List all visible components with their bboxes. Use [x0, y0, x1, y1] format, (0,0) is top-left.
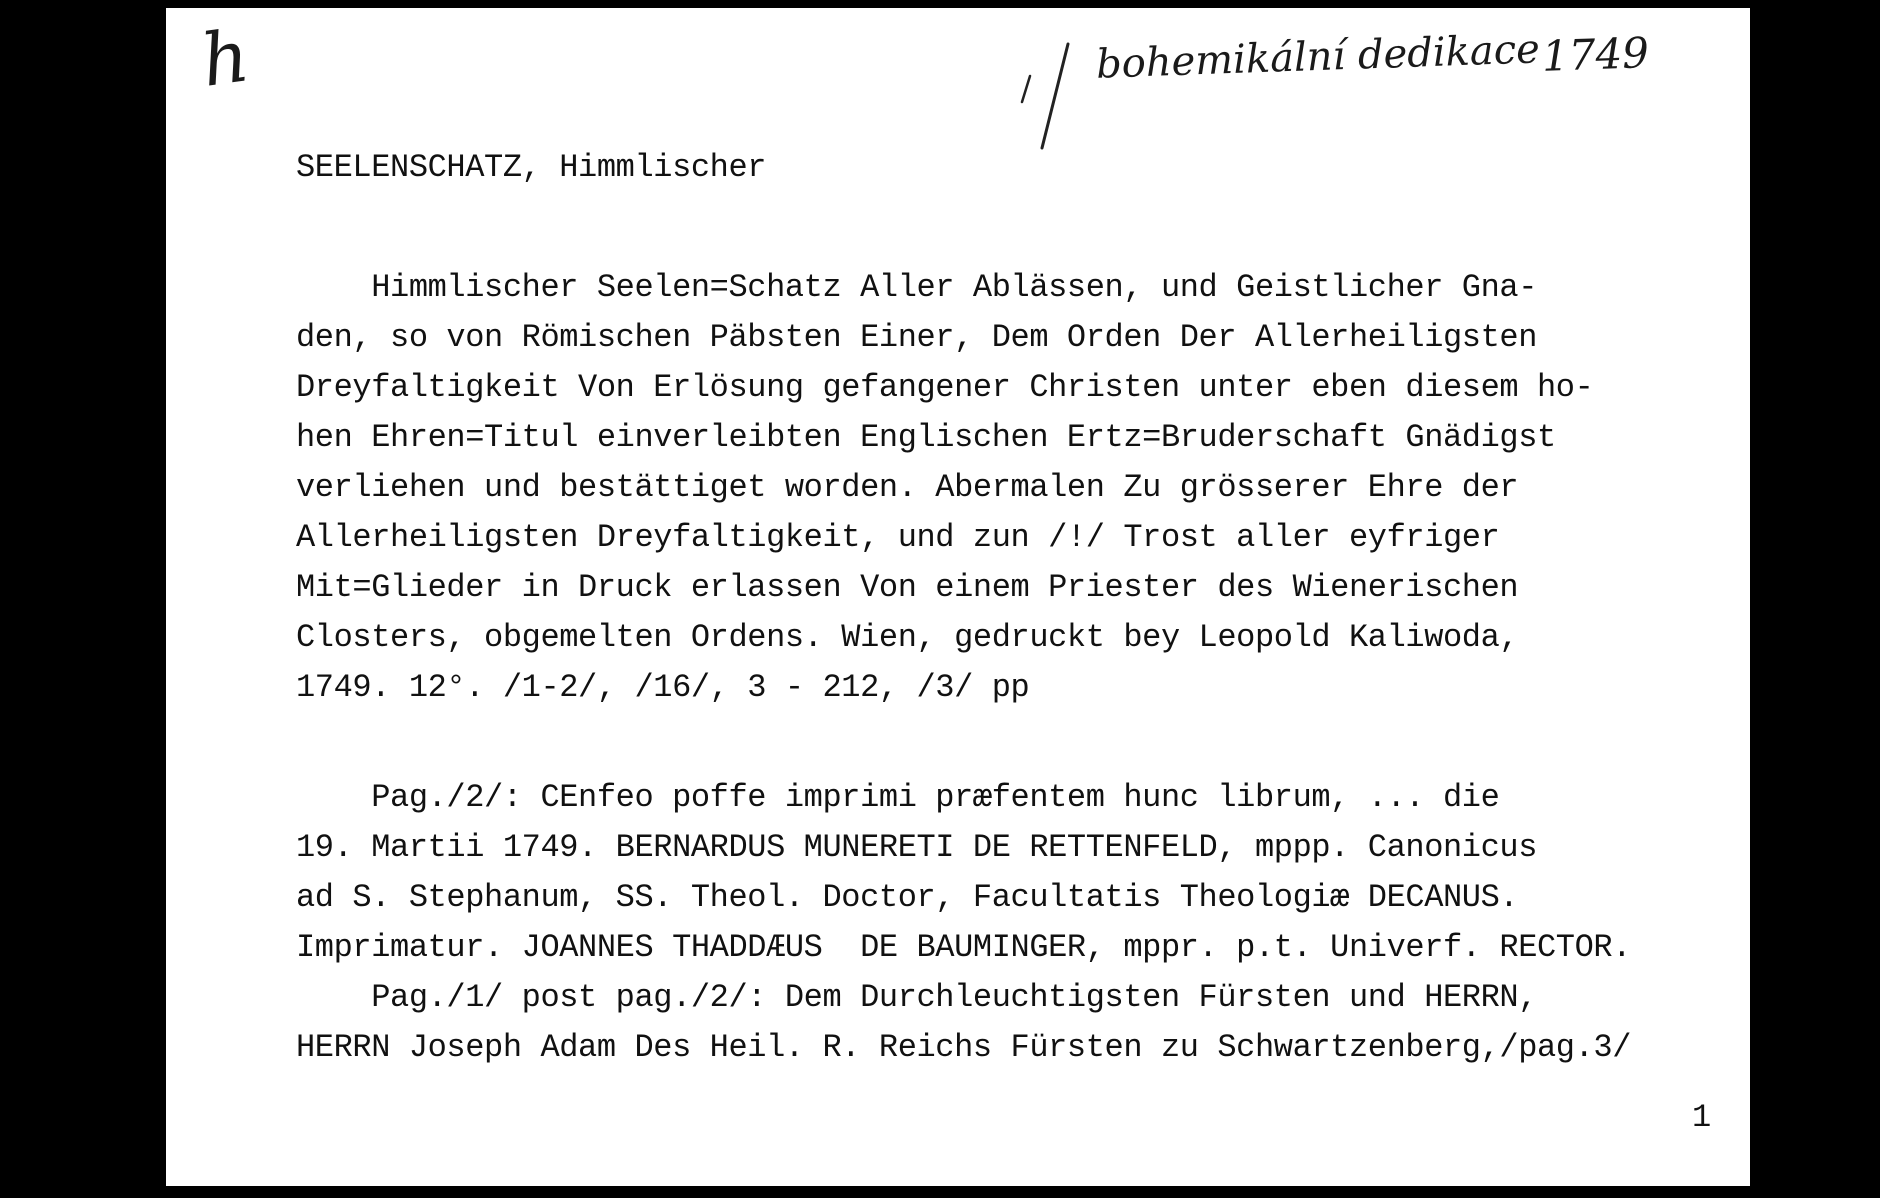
- entry-line: verliehen und bestättiget worden. Abermalen Zu grösserer Ehre der: [296, 469, 1519, 506]
- corner-handwritten-mark: h: [196, 13, 254, 103]
- entry-line: Himmlischer Seelen=Schatz Aller Ablässen, und Geistlicher Gna-: [296, 269, 1538, 306]
- entry-line: hen Ehren=Titul einverleibten Englischen Ertz=Bruderschaft Gnädigst: [296, 419, 1556, 456]
- note-line: Imprimatur. JOANNES THADDÆUS DE BAUMINGER, mppr. p.t. Univerf. RECTOR.: [296, 929, 1632, 966]
- note-line: Pag./1/ post pag./2/: Dem Durchleuchtigsten Fürsten und HERRN,: [296, 979, 1538, 1016]
- handwritten-note: bohemikální dedikace: [1095, 26, 1541, 88]
- page-number: 1: [1692, 1099, 1711, 1136]
- handwritten-slash-marks: [1016, 30, 1096, 160]
- note-line: 19. Martii 1749. BERNARDUS MUNERETI DE RETTENFELD, mppp. Canonicus: [296, 829, 1538, 866]
- entry-line: Allerheiligsten Dreyfaltigkeit, und zun /!/ Trost aller eyfriger: [296, 519, 1500, 556]
- entry-line: 1749. 12°. /1-2/, /16/, 3 - 212, /3/ pp: [296, 669, 1030, 706]
- note-line: HERRN Joseph Adam Des Heil. R. Reichs Fürsten zu Schwartzenberg,/pag.3/: [296, 1029, 1632, 1066]
- catalog-card: [166, 8, 1750, 1186]
- card-heading: SEELENSCHATZ, Himmlischer: [296, 149, 767, 186]
- entry-line: Dreyfaltigkeit Von Erlösung gefangener Christen unter eben diesem ho-: [296, 369, 1594, 406]
- note-line: Pag./2/: CEnfeo poffe imprimi præfentem hunc librum, ... die: [296, 779, 1500, 816]
- entry-line: Closters, obgemelten Ordens. Wien, gedruckt bey Leopold Kaliwoda,: [296, 619, 1519, 656]
- note-line: ad S. Stephanum, SS. Theol. Doctor, Facultatis Theologiæ DECANUS.: [296, 879, 1519, 916]
- entry-line: den, so von Römischen Päbsten Einer, Dem Orden Der Allerheiligsten: [296, 319, 1538, 356]
- entry-line: Mit=Glieder in Druck erlassen Von einem Priester des Wienerischen: [296, 569, 1519, 606]
- handwritten-year: 1749: [1541, 28, 1650, 81]
